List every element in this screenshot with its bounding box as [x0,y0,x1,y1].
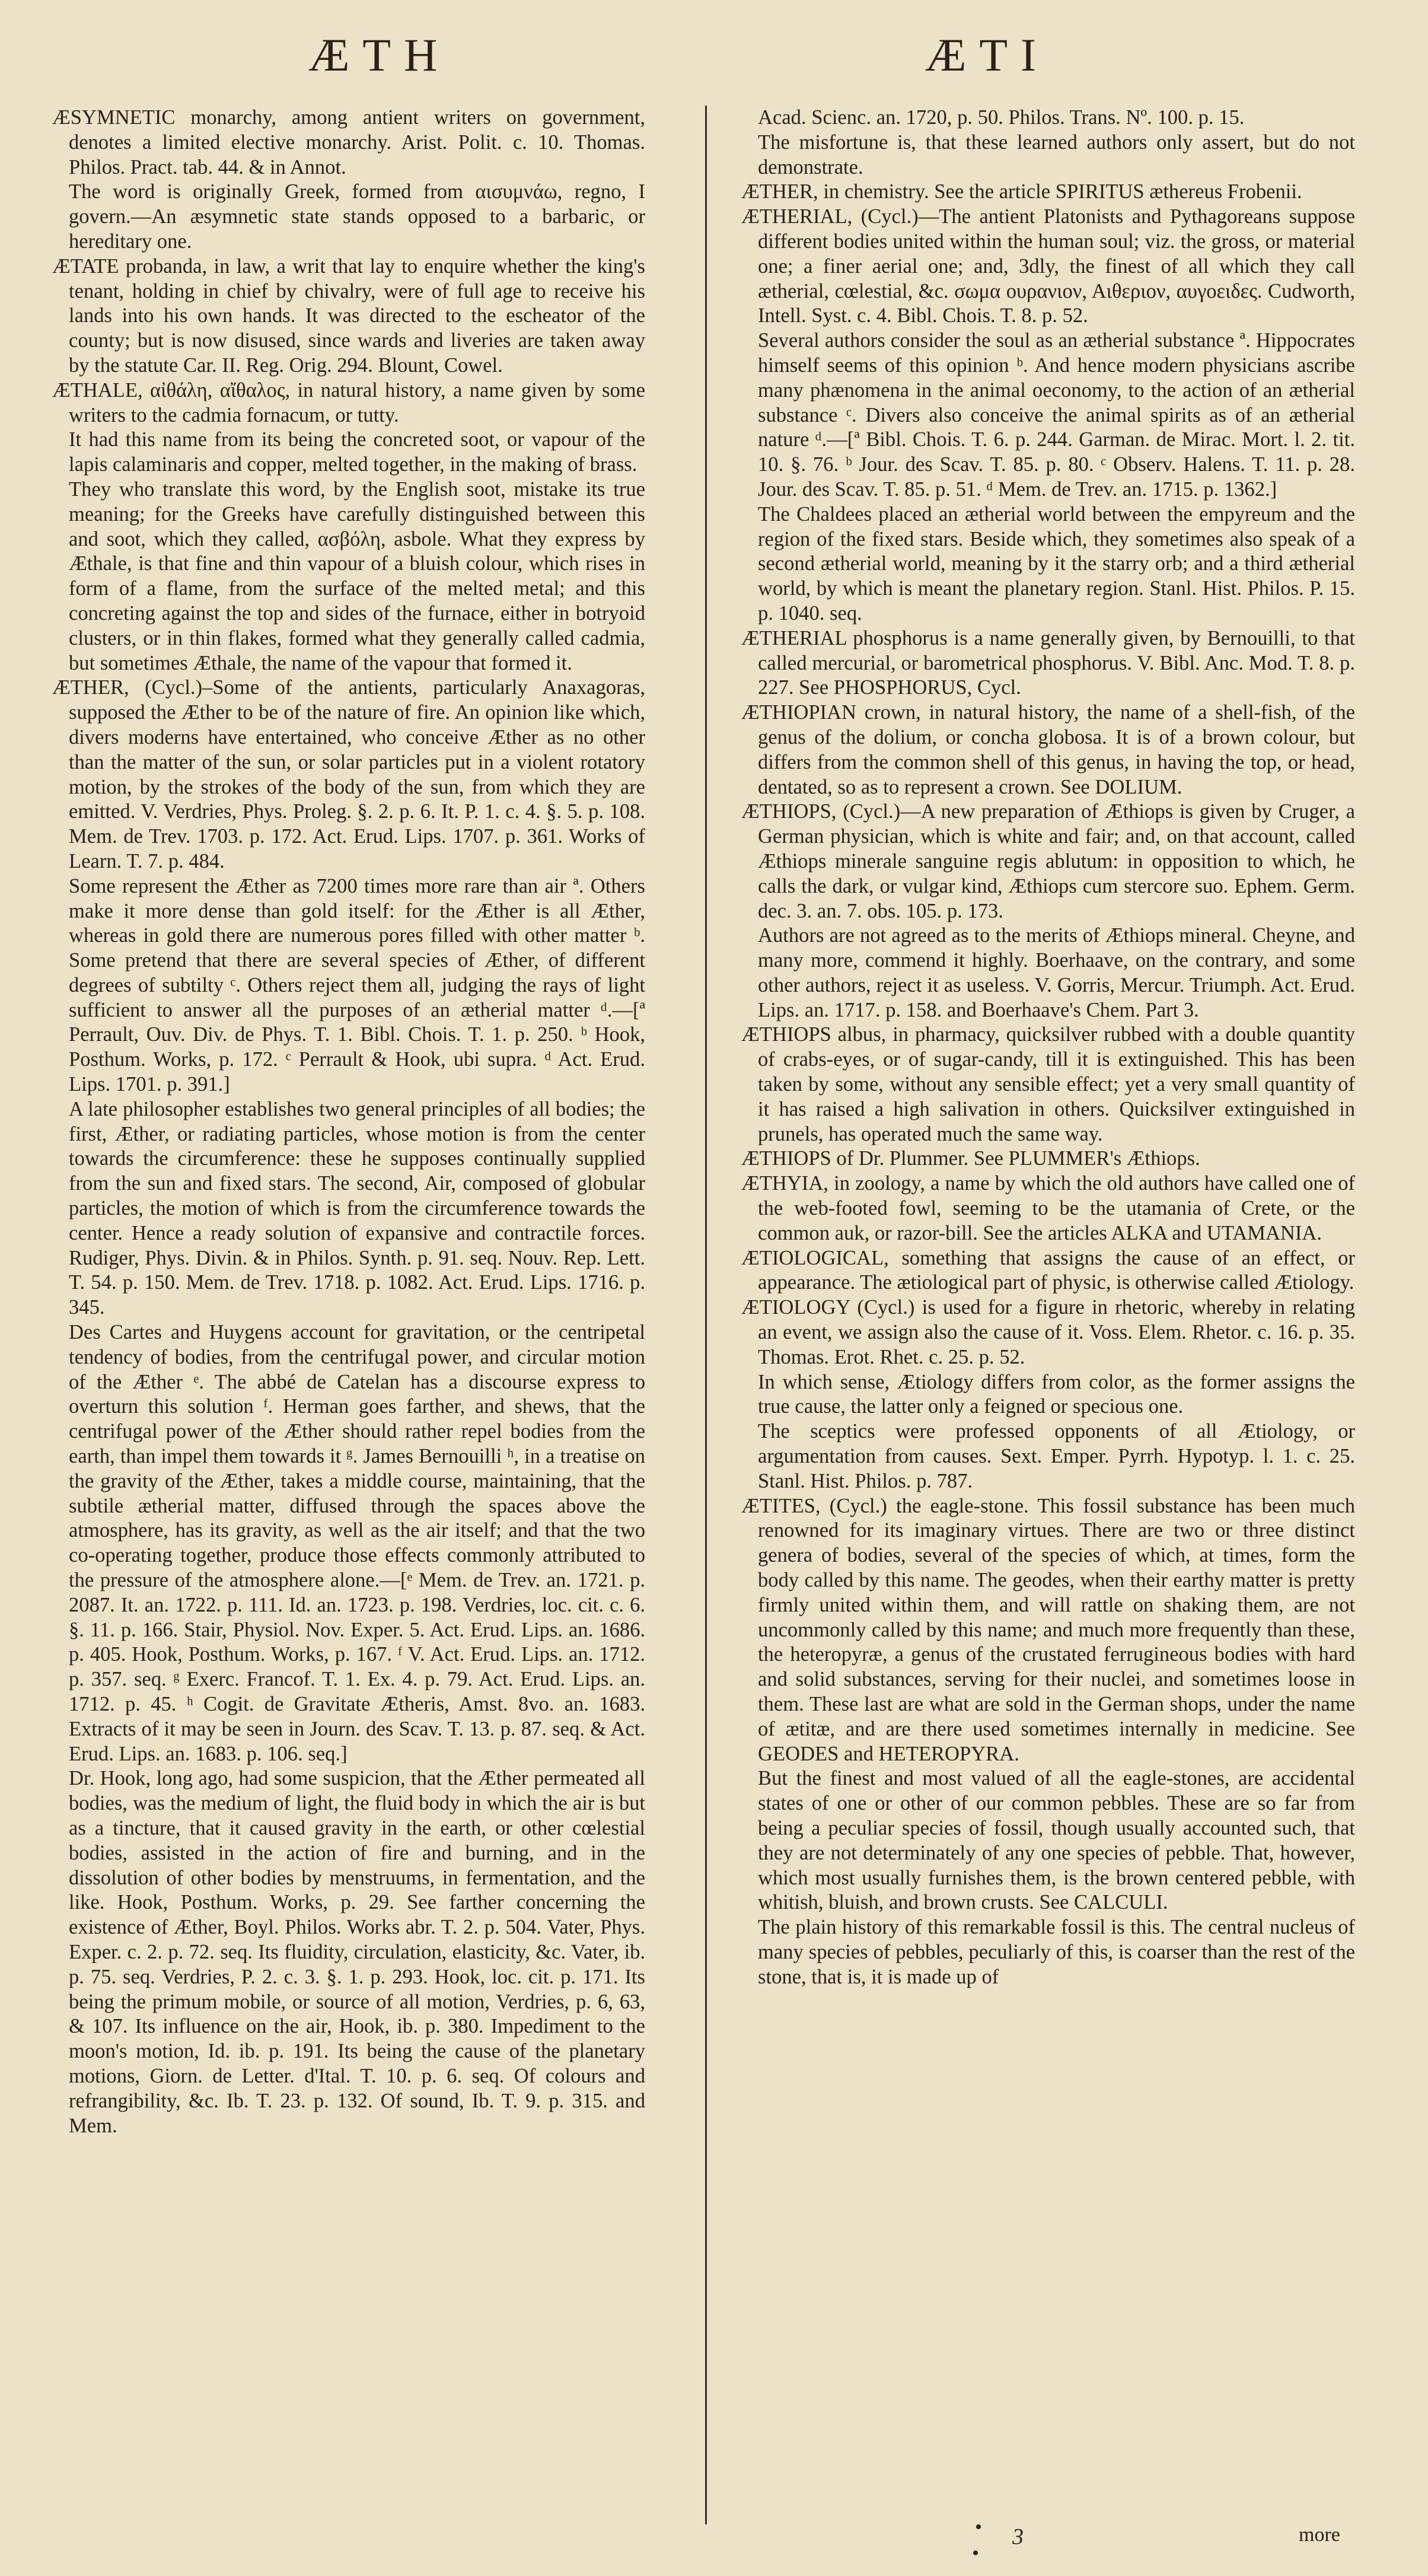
ornament-dot [976,2524,981,2529]
dictionary-entry: ÆTHIOPS, (Cycl.)—A new preparation of Æthiops is given by Cruger, a German physician, which is white and fair; and, on that account, called Æthiops minerale sanguine regis ablutum: in opposition to which, he calls the dark, or vulgar kind, Æthiops cum stercore suo. Ephem. Germ. dec. 3. an. 7. obs. 105. p. 173. [741,800,1355,922]
dictionary-entry: ÆTHYIA, in zoology, a name by which the old authors have called one of the web-footed fowl, seeming to be the utamania of Crete, or the common auk, or razor-bill. See the articles ALKA and UTAMANIA. [741,1172,1355,1244]
entry-paragraph: Some represent the Æther as 7200 times more rare than air ª. Others make it more dense than gold itself: for the Æther is all Æther, whereas in gold there are numerous pores filled with other matter ᵇ. Some pretend that there are several species of Æther, of different degrees of subtilty ᶜ. Others reject them all, judging the rays of light sufficient to answer all the purposes of an ætherial matter ᵈ.—[ª Perrault, Ouv. Div. de Phys. T. 1. Bibl. Chois. T. 1. p. 250. ᵇ Hook, Posthum. Works, p. 172. ᶜ Perrault & Hook, ubi supra. ᵈ Act. Erud. Lips. 1701. p. 391.] [69,874,645,1096]
dictionary-entry: ÆTHERIAL, (Cycl.)—The antient Platonists and Pythagoreans suppose different bodies united within the human soul; viz. the gross, or material one; a finer aerial one; and, 3dly, the finest of all which they call ætherial, cœlestial, &c. σωμα ουρανιον, Αιθεριον, αυγοειδες. Cudworth, Intell. Syst. c. 4. Bibl. Chois. T. 8. p. 52. [741,205,1355,327]
entry-paragraph: Acad. Scienc. an. 1720, p. 50. Philos. Trans. Nº. 100. p. 15. [758,106,1245,129]
dictionary-entry: ÆTHIOPIAN crown, in natural history, the name of a shell-fish, of the genus of the dolium, or concha globosa. It is of a brown colour, but differs from the common shell of this genus, in having the top, or head, dentated, so as to represent a crown. See DOLIUM. [741,701,1355,798]
ornament-dot [973,2550,978,2555]
dictionary-entry: ÆTHER, in chemistry. See the article SPIRITUS æthereus Frobenii. [741,180,1302,203]
entry-paragraph: In which sense, Ætiology differs from color, as the former assigns the true cause, the latter only a feigned or specious one. [758,1370,1355,1418]
entry-paragraph: Des Cartes and Huygens account for gravitation, or the centripetal tendency of bodies, from the centrifugal power, and circular motion of the Æther ᵉ. The abbé de Catelan has a discourse express to overturn this solution ᶠ. Herman goes farther, and shews, that the centrifugal power of the Æther should rather repel bodies from the earth, than impel them towards it ᵍ. James Bernouilli ʰ, in a treatise on the gravity of the Æther, takes a middle course, maintaining, that the subtile ætherial matter, diffused through the spaces above the atmosphere, has its gravity, as well as the air itself; and that the two co-operating together, produce those effects commonly attributed to the pressure of the atmosphere alone.—[ᵉ Mem. de Trev. an. 1721. p. 2087. It. an. 1722. p. 111. Id. an. 1723. p. 198. Verdries, loc. cit. c. 6. §. 11. p. 166. Stair, Physiol. Nov. Exper. 5. Act. Erud. Lips. an. 1686. p. 405. Hook, Posthum. Works, p. 167. ᶠ V. Act. Erud. Lips. an. 1712. p. 357. seq. ᵍ Exerc. Francof. T. 1. Ex. 4. p. 79. Act. Erud. Lips. an. 1712. p. 45. ʰ Cogit. de Gravitate Ætheris, Amst. 8vo. an. 1683. Extracts of it may be seen in Journ. des Scav. T. 13. p. 87. seq. & Act. Erud. Lips. an. 1683. p. 106. seq.] [69,1321,645,1765]
entry-paragraph: A late philosopher establishes two general principles of all bodies; the first, Æther, or radiating particles, whose motion is from the center towards the circumference: these he supposes continually supplied from the sun and fixed stars. The second, Air, composed of globular particles, the motion of which is from the circumference towards the center. Hence a ready solution of expansive and contractile forces. Rudiger, Phys. Divin. & in Philos. Synth. p. 91. seq. Nouv. Rep. Lett. T. 54. p. 150. Mem. de Trev. 1718. p. 1082. Act. Erud. Lips. 1716. p. 345. [69,1097,645,1319]
entry-paragraph: The word is originally Greek, formed from αισυμνάω, regno, I govern.—An æsymnetic state stands opposed to a barbaric, or hereditary one. [69,180,645,253]
entry-paragraph: Authors are not agreed as to the merits of Æthiops mineral. Cheyne, and many more, commend it highly. Boerhaave, on the contrary, and some other authors, reject it as useless. V. Gorris, Mercur. Triumph. Act. Erud. Lips. an. 1717. p. 158. and Boerhaave's Chem. Part 3. [758,924,1355,1021]
dictionary-entry: ÆTHIOPS of Dr. Plummer. See PLUMMER's Æthiops. [741,1147,1200,1170]
right-column [741,106,1355,1990]
entry-paragraph: They who translate this word, by the English soot, mistake its true meaning; for the Greeks have carefully distinguished between this and soot, which they called, ασβόλη, asbole. What they express by Æthale, is that fine and thin vapour of a bluish colour, which rises in form of a flame, from the surface of the melted metal; and this concreting against the top and sides of the furnace, either in botryoid clusters, or in thin flakes, formed what they generally called cadmia, but sometimes Æthale, the name of the vapour that formed it. [69,477,645,674]
entry-paragraph: Dr. Hook, long ago, had some suspicion, that the Æther permeated all bodies, was the medium of light, the fluid body in which the air is but as a tincture, that it caused gravity in the earth, or other cœlestial bodies, assisted in the action of fire and burning, and in the dissolution of other bodies by menstruums, in fermentation, and the like. Hook, Posthum. Works, p. 29. See farther concerning the existence of Æther, Boyl. Philos. Works abr. T. 2. p. 504. Vater, Phys. Exper. c. 2. p. 72. seq. Its fluidity, circulation, elasticity, &c. Vater, ib. p. 75. seq. Verdries, P. 2. c. 3. §. 1. p. 293. Hook, loc. cit. p. 171. Its being the primum mobile, or source of all motion, Verdries, p. 6, 63, & 107. Its influence on the air, Hook, ib. p. 380. Impediment to the moon's motion, Id. ib. p. 191. Its being the cause of the planetary motions, Giorn. de Letter. d'Ital. T. 10. p. 6. seq. Of colours and refrangibility, &c. Ib. T. 23. p. 132. Of sound, Ib. T. 9. p. 315. and Mem. [69,1767,645,2137]
entry-paragraph: It had this name from its being the concreted soot, or vapour of the lapis calaminaris and copper, melted together, in the making of brass. [69,428,645,476]
dictionary-entry: ÆTHALE, αἰθάλη, αἴθαλος, in natural history, a name given by some writers to the cadmia fornacum, or tutty. [52,378,645,426]
column-divider [705,106,707,2524]
dictionary-entry: ÆTHIOPS albus, in pharmacy, quicksilver rubbed with a double quantity of crabs-eyes, or of sugar-candy, till it is extinguished. This has been taken by some, without any sensible effect; yet a very small quantity of it has raised a high salivation in others. Quicksilver extinguished in prunels, has operated much the same way. [741,1023,1355,1145]
entry-paragraph: The Chaldees placed an ætherial world between the empyreum and the region of the fixed stars. Beside which, they sometimes also speak of a second ætherial world, meaning by it the starry orb; and a third ætherial world, by which is meant the planetary region. Stanl. Hist. Philos. P. 15. p. 1040. seq. [758,502,1355,625]
dictionary-entry: ÆTIOLOGY (Cycl.) is used for a figure in rhetoric, whereby in relating an event, we assign also the cause of it. Voss. Elem. Rhetor. c. 16. p. 35. Thomas. Erot. Rhet. c. 25. p. 52. [741,1296,1355,1368]
catchword: more [1299,2524,1340,2546]
dictionary-entry: ÆTATE probanda, in law, a writ that lay to enquire whether the king's tenant, holding in chief by chivalry, were of full age to receive his lands into his own hands. It was directed to the escheator of the county; but is now disused, since wards and liveries are taken away by the statute Car. II. Reg. Orig. 294. Blount, Cowel. [52,254,645,377]
dictionary-entry: ÆTITES, (Cycl.) the eagle-stone. This fossil substance has been much renowned for its imaginary virtues. There are two or three distinct genera of bodies, several of the species of which, at times, form the body called by this name. The geodes, when their earthy matter is pretty firmly united within them, and will rattle on shaking them, are not uncommonly called by this name; and much more frequently than these, the heteropyræ, a genus of the crustated ferrugineous bodies with hard and solid substances, serving for their nuclei, and sometimes loose in them. These last are what are sold in the German shops, under the name of ætitæ, and are there used sometimes internally in medicine. See GEODES and HETEROPYRA. [741,1494,1355,1765]
entry-paragraph: But the finest and most valued of all the eagle-stones, are accidental states of one or other of our common pebbles. These are so far from being a peculiar species of fossil, though usually accounted such, that they are not determinately of any one species of pebble. That, however, which most usually furnishes them, is the brown centered pebble, with whitish, bluish, and brown crusts. See CALCULI. [758,1767,1355,1914]
left-column [52,106,645,2138]
dictionary-entry: ÆTIOLOGICAL, something that assigns the cause of an effect, or appearance. The ætiological part of physic, is otherwise called Ætiology. [741,1246,1355,1294]
entry-paragraph: The sceptics were professed opponents of all Ætiology, or argumentation from causes. Sext. Emper. Pyrrh. Hypotyp. l. 1. c. 25. Stanl. Hist. Philos. p. 787. [758,1420,1355,1492]
entry-paragraph: Several authors consider the soul as an ætherial substance ª. Hippocrates himself seems of this opinion ᵇ. And hence modern physicians ascribe many phænomena in the animal oeconomy, to the action of an ætherial substance ᶜ. Divers also conceive the animal spirits as of an ætherial nature ᵈ.—[ª Bibl. Chois. T. 6. p. 244. Garman. de Mirac. Mort. l. 2. tit. 10. §. 76. ᵇ Jour. des Scav. T. 85. p. 80. ᶜ Observ. Halens. T. 11. p. 28. Jour. des Scav. T. 85. p. 51. ᵈ Mem. de Trev. an. 1715. p. 1362.] [758,329,1355,501]
dictionary-entry: ÆTHERIAL phosphorus is a name generally given, by Bernouilli, to that called mercurial, or barometrical phosphorus. V. Bibl. Anc. Mod. T. 8. p. 227. See PHOSPHORUS, Cycl. [741,626,1355,699]
running-head-left: ÆTH [308,29,451,81]
running-head-right: ÆTI [925,29,1049,81]
dictionary-entry: ÆSYMNETIC monarchy, among antient writers on government, denotes a limited elective monarchy. Arist. Polit. c. 10. Thomas. Philos. Pract. tab. 44. & in Annot. [52,106,645,179]
dictionary-entry: ÆTHER, (Cycl.)–Some of the antients, particularly Anaxagoras, supposed the Æther to be of the nature of fire. An opinion like which, divers moderns have entertained, who conceive Æther as no other than the matter of the sun, or solar particles put in a violent rotatory motion, by the strokes of the body of the sun, from which they are emitted. V. Verdries, Phys. Proleg. §. 2. p. 6. It. P. 1. c. 4. §. 5. p. 108. Mem. de Trev. 1703. p. 172. Act. Erud. Lips. 1707. p. 361. Works of Learn. T. 7. p. 484. [52,676,645,873]
entry-paragraph: The plain history of this remarkable fossil is this. The central nucleus of many species of pebbles, peculiarly of this, is coarser than the rest of the stone, that is, it is made up of [758,1916,1355,1988]
signature-mark: 3 [1012,2524,1024,2549]
entry-paragraph: The misfortune is, that these learned authors only assert, but do not demonstrate. [758,130,1355,179]
